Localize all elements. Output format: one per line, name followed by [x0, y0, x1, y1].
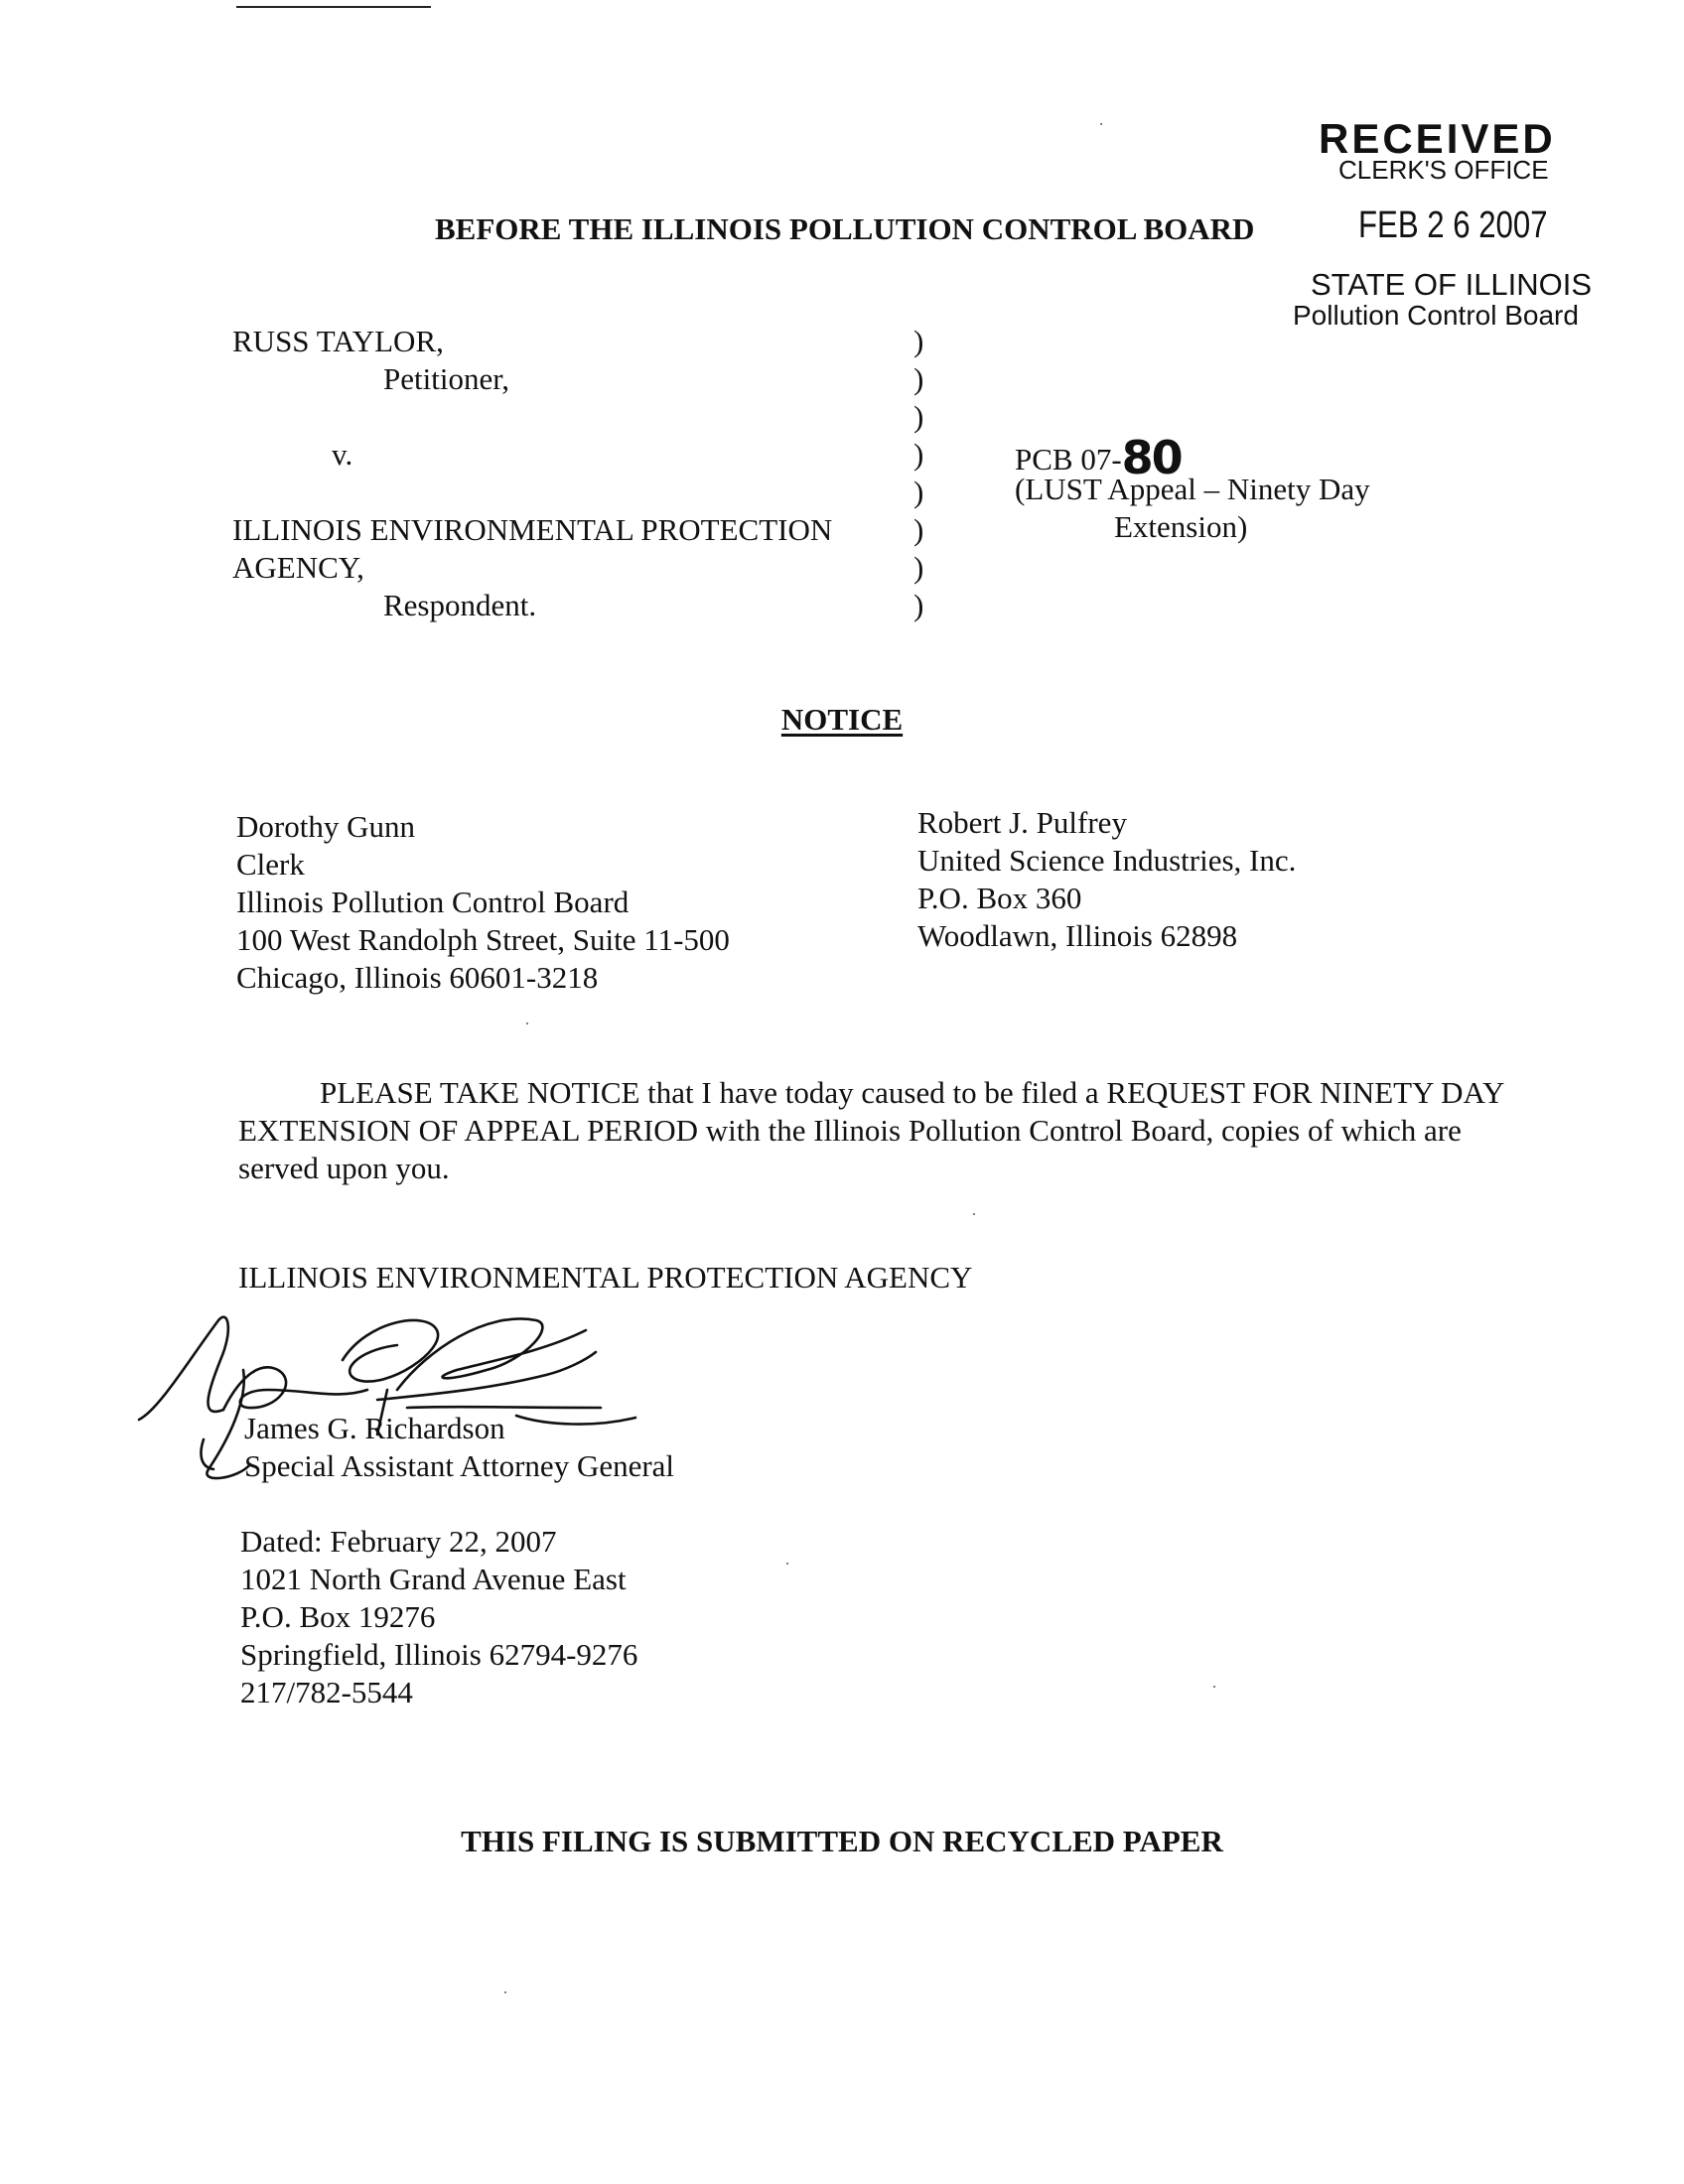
caption-paren: ) [913, 550, 924, 585]
addressee-left-line: Clerk [236, 847, 305, 882]
addressee-left-line: Dorothy Gunn [236, 809, 415, 844]
signature-agency: ILLINOIS ENVIRONMENTAL PROTECTION AGENCY [238, 1260, 973, 1295]
dated-block-line: 217/782-5544 [240, 1675, 413, 1709]
versus-text: v. [332, 437, 353, 472]
addressee-right-line: United Science Industries, Inc. [917, 843, 1297, 878]
petitioner-name: RUSS TAYLOR, [232, 324, 444, 358]
notice-heading [0, 701, 1684, 739]
addressee-left-line: 100 West Randolph Street, Suite 11-500 [236, 922, 730, 957]
addressee-left-line: Illinois Pollution Control Board [236, 885, 630, 919]
caption-paren: ) [913, 361, 924, 396]
caption-paren: ) [913, 399, 924, 434]
case-number-handwritten: 80 [1121, 431, 1182, 484]
stamp-received-text: RECEIVED [1319, 115, 1556, 162]
caption-paren: ) [913, 437, 924, 472]
respondent-name-line1: ILLINOIS ENVIRONMENTAL PROTECTION [232, 512, 833, 547]
dated-block-line: 1021 North Grand Avenue East [240, 1562, 627, 1596]
respondent-name-line2: AGENCY, [232, 550, 364, 585]
dated-block-line: Springfield, Illinois 62794-9276 [240, 1637, 638, 1672]
dated-block-line: Dated: February 22, 2007 [240, 1524, 557, 1559]
case-number-prefix: PCB 07- [1015, 442, 1122, 477]
signatory-title: Special Assistant Attorney General [244, 1448, 675, 1483]
caption-paren: ) [913, 475, 924, 509]
scan-speck [786, 1563, 788, 1565]
respondent-role: Respondent. [383, 588, 537, 622]
notice-heading-text: NOTICE [780, 702, 904, 737]
caption-paren: ) [913, 324, 924, 358]
addressee-left [236, 808, 730, 997]
caption-paren: ) [913, 512, 924, 547]
recycled-paper-footer: THIS FILING IS SUBMITTED ON RECYCLED PAPER [461, 1824, 1223, 1858]
addressee-right-line: Woodlawn, Illinois 62898 [917, 918, 1238, 953]
appeal-type-line1: (LUST Appeal – Ninety Day [1015, 472, 1370, 506]
scan-top-rule [236, 6, 431, 8]
scan-speck [504, 1991, 506, 1993]
addressee-left-line: Chicago, Illinois 60601-3218 [236, 960, 599, 995]
appeal-type-line2: Extension) [1114, 509, 1248, 544]
caption-paren: ) [913, 588, 924, 622]
scan-speck [973, 1213, 975, 1215]
dated-address-block [240, 1523, 637, 1711]
scan-speck [1213, 1686, 1215, 1688]
caption-parens [913, 323, 923, 624]
addressee-right-line: Robert J. Pulfrey [917, 805, 1127, 840]
petitioner-role: Petitioner, [383, 361, 510, 396]
dated-block-line: P.O. Box 19276 [240, 1599, 436, 1634]
stamp-state-text: STATE OF ILLINOIS [1311, 267, 1593, 302]
stamp-office-text: CLERK'S OFFICE [1338, 155, 1549, 185]
signatory-name: James G. Richardson [244, 1411, 505, 1445]
stamp-board-text: Pollution Control Board [1293, 300, 1579, 331]
notice-paragraph: PLEASE TAKE NOTICE that I have today caused to be filed a REQUEST FOR NINETY DAY EXTENSION OF APPEAL PERIOD with the Illinois Pollution Control Board, copies of which are served upon you. [238, 1075, 1504, 1185]
addressee-right [917, 804, 1296, 955]
scan-speck [526, 1023, 528, 1024]
stamp-date: FEB 2 6 2007 [1358, 205, 1548, 246]
board-title: BEFORE THE ILLINOIS POLLUTION CONTROL BOARD [435, 211, 1255, 246]
scan-speck [1100, 123, 1102, 125]
addressee-right-line: P.O. Box 360 [917, 881, 1082, 915]
